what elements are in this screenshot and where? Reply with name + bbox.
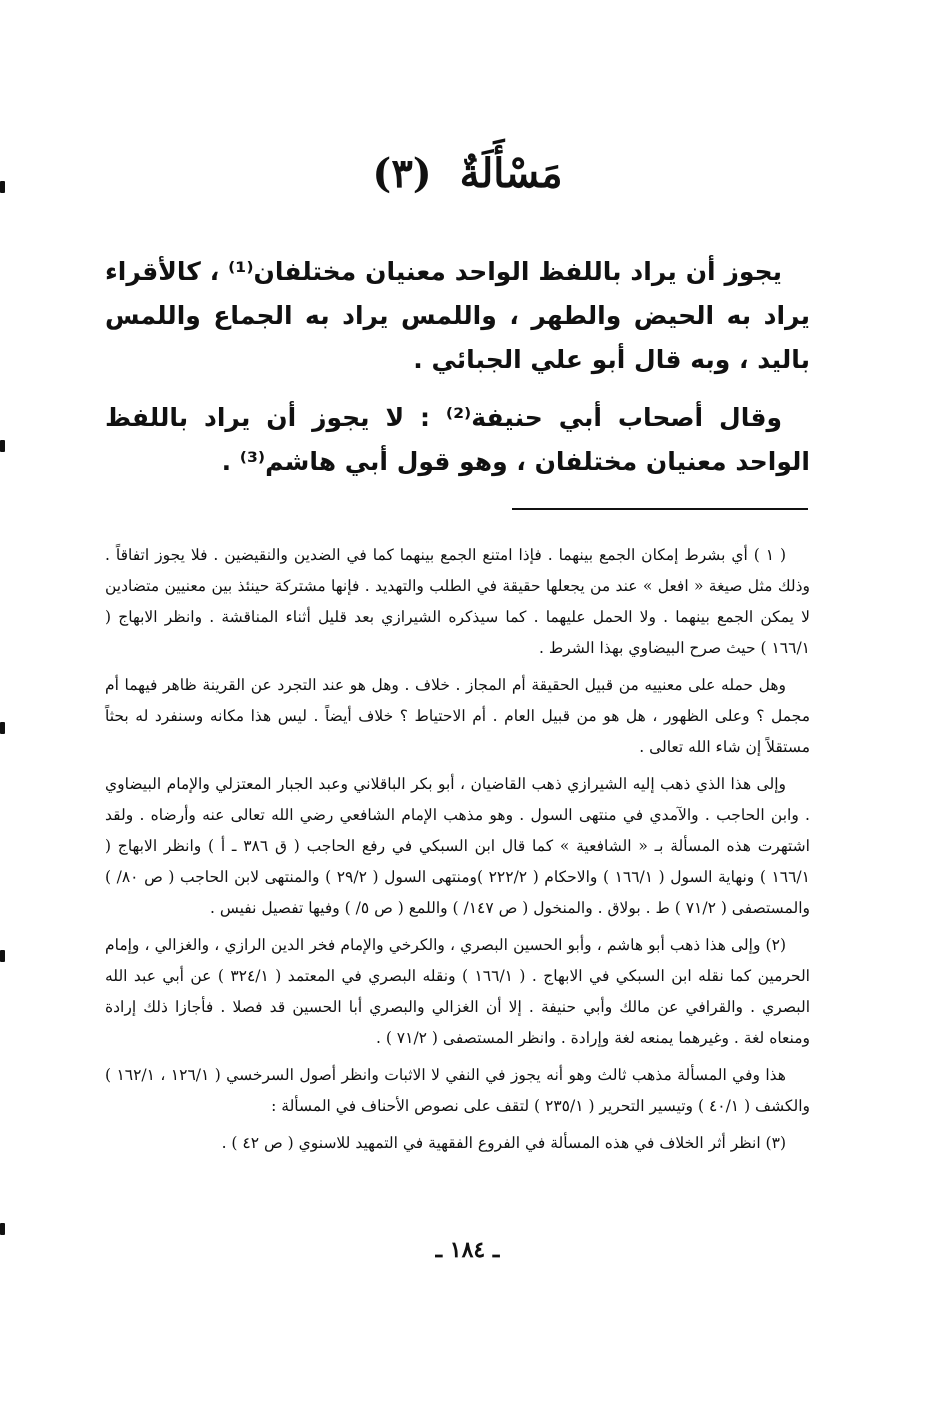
heading-word: مَسْأَلَةٌ — [459, 150, 563, 197]
binding-mark — [0, 722, 5, 734]
footnotes — [105, 540, 810, 1165]
main-paragraph-1: يجوز أن يراد باللفظ الواحد معنيان مختلفان⁽¹⁾ ، كالأقراء يراد به الحيض والطهر ، واللمس يراد به الجماع واللمس باليد ، وبه قال أبو علي الجبائي . — [105, 257, 810, 374]
footnote-2: (٢) وإلى هذا ذهب أبو هاشم ، وأبو الحسين البصري ، والكرخي والإمام فخر الدين الرازي ، والغزالي ، وإمام الحرمين كما نقله ابن السبكي في الابهاج . ( ١٦٦/١ ) ونقله البصري في المعتمد ( ٣٢٤/١ ) عن أبي عبد الله البصري . والقرافي عن مالك وأبي حنيفة . إلا أن الغزالي والبصري أبا الحسين قد فصلا . فأجازا ذلك إرادة ومنعاه لغة . وغيرهما يمنعه لغة وإرادة . وانظر المستصفى ( ٧١/٢ ) . — [105, 936, 810, 1047]
binding-mark — [0, 440, 5, 452]
main-paragraph-2: وقال أصحاب أبي حنيفة⁽²⁾ : لا يجوز أن يراد باللفظ الواحد معنيان مختلفان ، وهو قول أبي هاشم⁽³⁾ . — [105, 403, 810, 476]
footnote-1-continued: وهل حمله على معنييه من قبيل الحقيقة أم المجاز . خلاف . وهل هو عند التجرد عن القرينة ظاهر فيهما أم مجمل ؟ وعلى الظهور ، هل هو من قبيل العام . أم الاحتياط ؟ خلاف أيضاً . ليس هذا مكانه وسنفرد له بحثاً مستقلاً إن شاء الله تعالى . — [105, 676, 810, 756]
binding-mark — [0, 1223, 5, 1235]
heading-number: (٣) — [372, 150, 432, 197]
footnote-separator — [512, 508, 808, 510]
page-number: ـ ١٨٤ ـ — [435, 1237, 500, 1263]
binding-mark — [0, 950, 5, 962]
footnote-2-continued: هذا وفي المسألة مذهب ثالث وهو أنه يجوز في النفي لا الاثبات وانظر أصول السرخسي ( ١٢٦/١ ، ١٦٢/١ ) والكشف ( ٤٠/١ ) وتيسير التحرير ( ٢٣٥/١ ) لتقف على نصوص الأحناف في المسألة : — [105, 1066, 810, 1115]
footnote-1: ( ١ ) أي بشرط إمكان الجمع بينهما . فإذا امتنع الجمع بينهما كما في الضدين والنقيضين . فلا يجوز اتفاقاً . وذلك مثل صيغة « افعل » عند من يجعلها حقيقة في الطلب والتهديد . فإنها مشتركة حينئذ بين معنيين متضادين لا يمكن الجمع بينهما . ولا الحمل عليهما . كما سيذكره الشيرازي بعد قليل أثناء المناقشة . وانظر الابهاج ( ١٦٦/١ ) حيث صرح البيضاوي بهذا الشرط . — [105, 546, 810, 657]
binding-mark — [0, 181, 5, 193]
footnote-1-references: وإلى هذا الذي ذهب إليه الشيرازي ذهب القاضيان ، أبو بكر الباقلاني وعبد الجبار المعتزلي والإمام البيضاوي . وابن الحاجب . والآمدي في منتهى السول . وهو مذهب الإمام الشافعي رضي الله تعالى عنه وأرضاه . ولقد اشتهرت هذه المسألة بـ « الشافعية » كما قال ابن السبكي في رفع الحاجب ( ق ٣٨٦ ـ أ ) وانظر الابهاج ( ١٦٦/١ ) ونهاية السول ( ١٦٦/١ ) والاحكام ( ٢٢٢/٢ )ومنتهى السول ( ٢٩/٢ ) والمنتهى لابن الحاجب ( ص ٨٠/ ) والمستصفى ( ٧١/٢ ) ط . بولاق . والمنخول ( ص ١٤٧/ ) واللمع ( ص ٥/ ) وفيها تفصيل نفيس . — [105, 775, 810, 917]
footnote-3: (٣) انظر أثر الخلاف في هذه المسألة في الفروع الفقهية في التمهيد للاسنوي ( ص ٤٢ ) . — [221, 1134, 786, 1152]
main-text — [105, 250, 810, 498]
section-heading — [0, 150, 935, 197]
